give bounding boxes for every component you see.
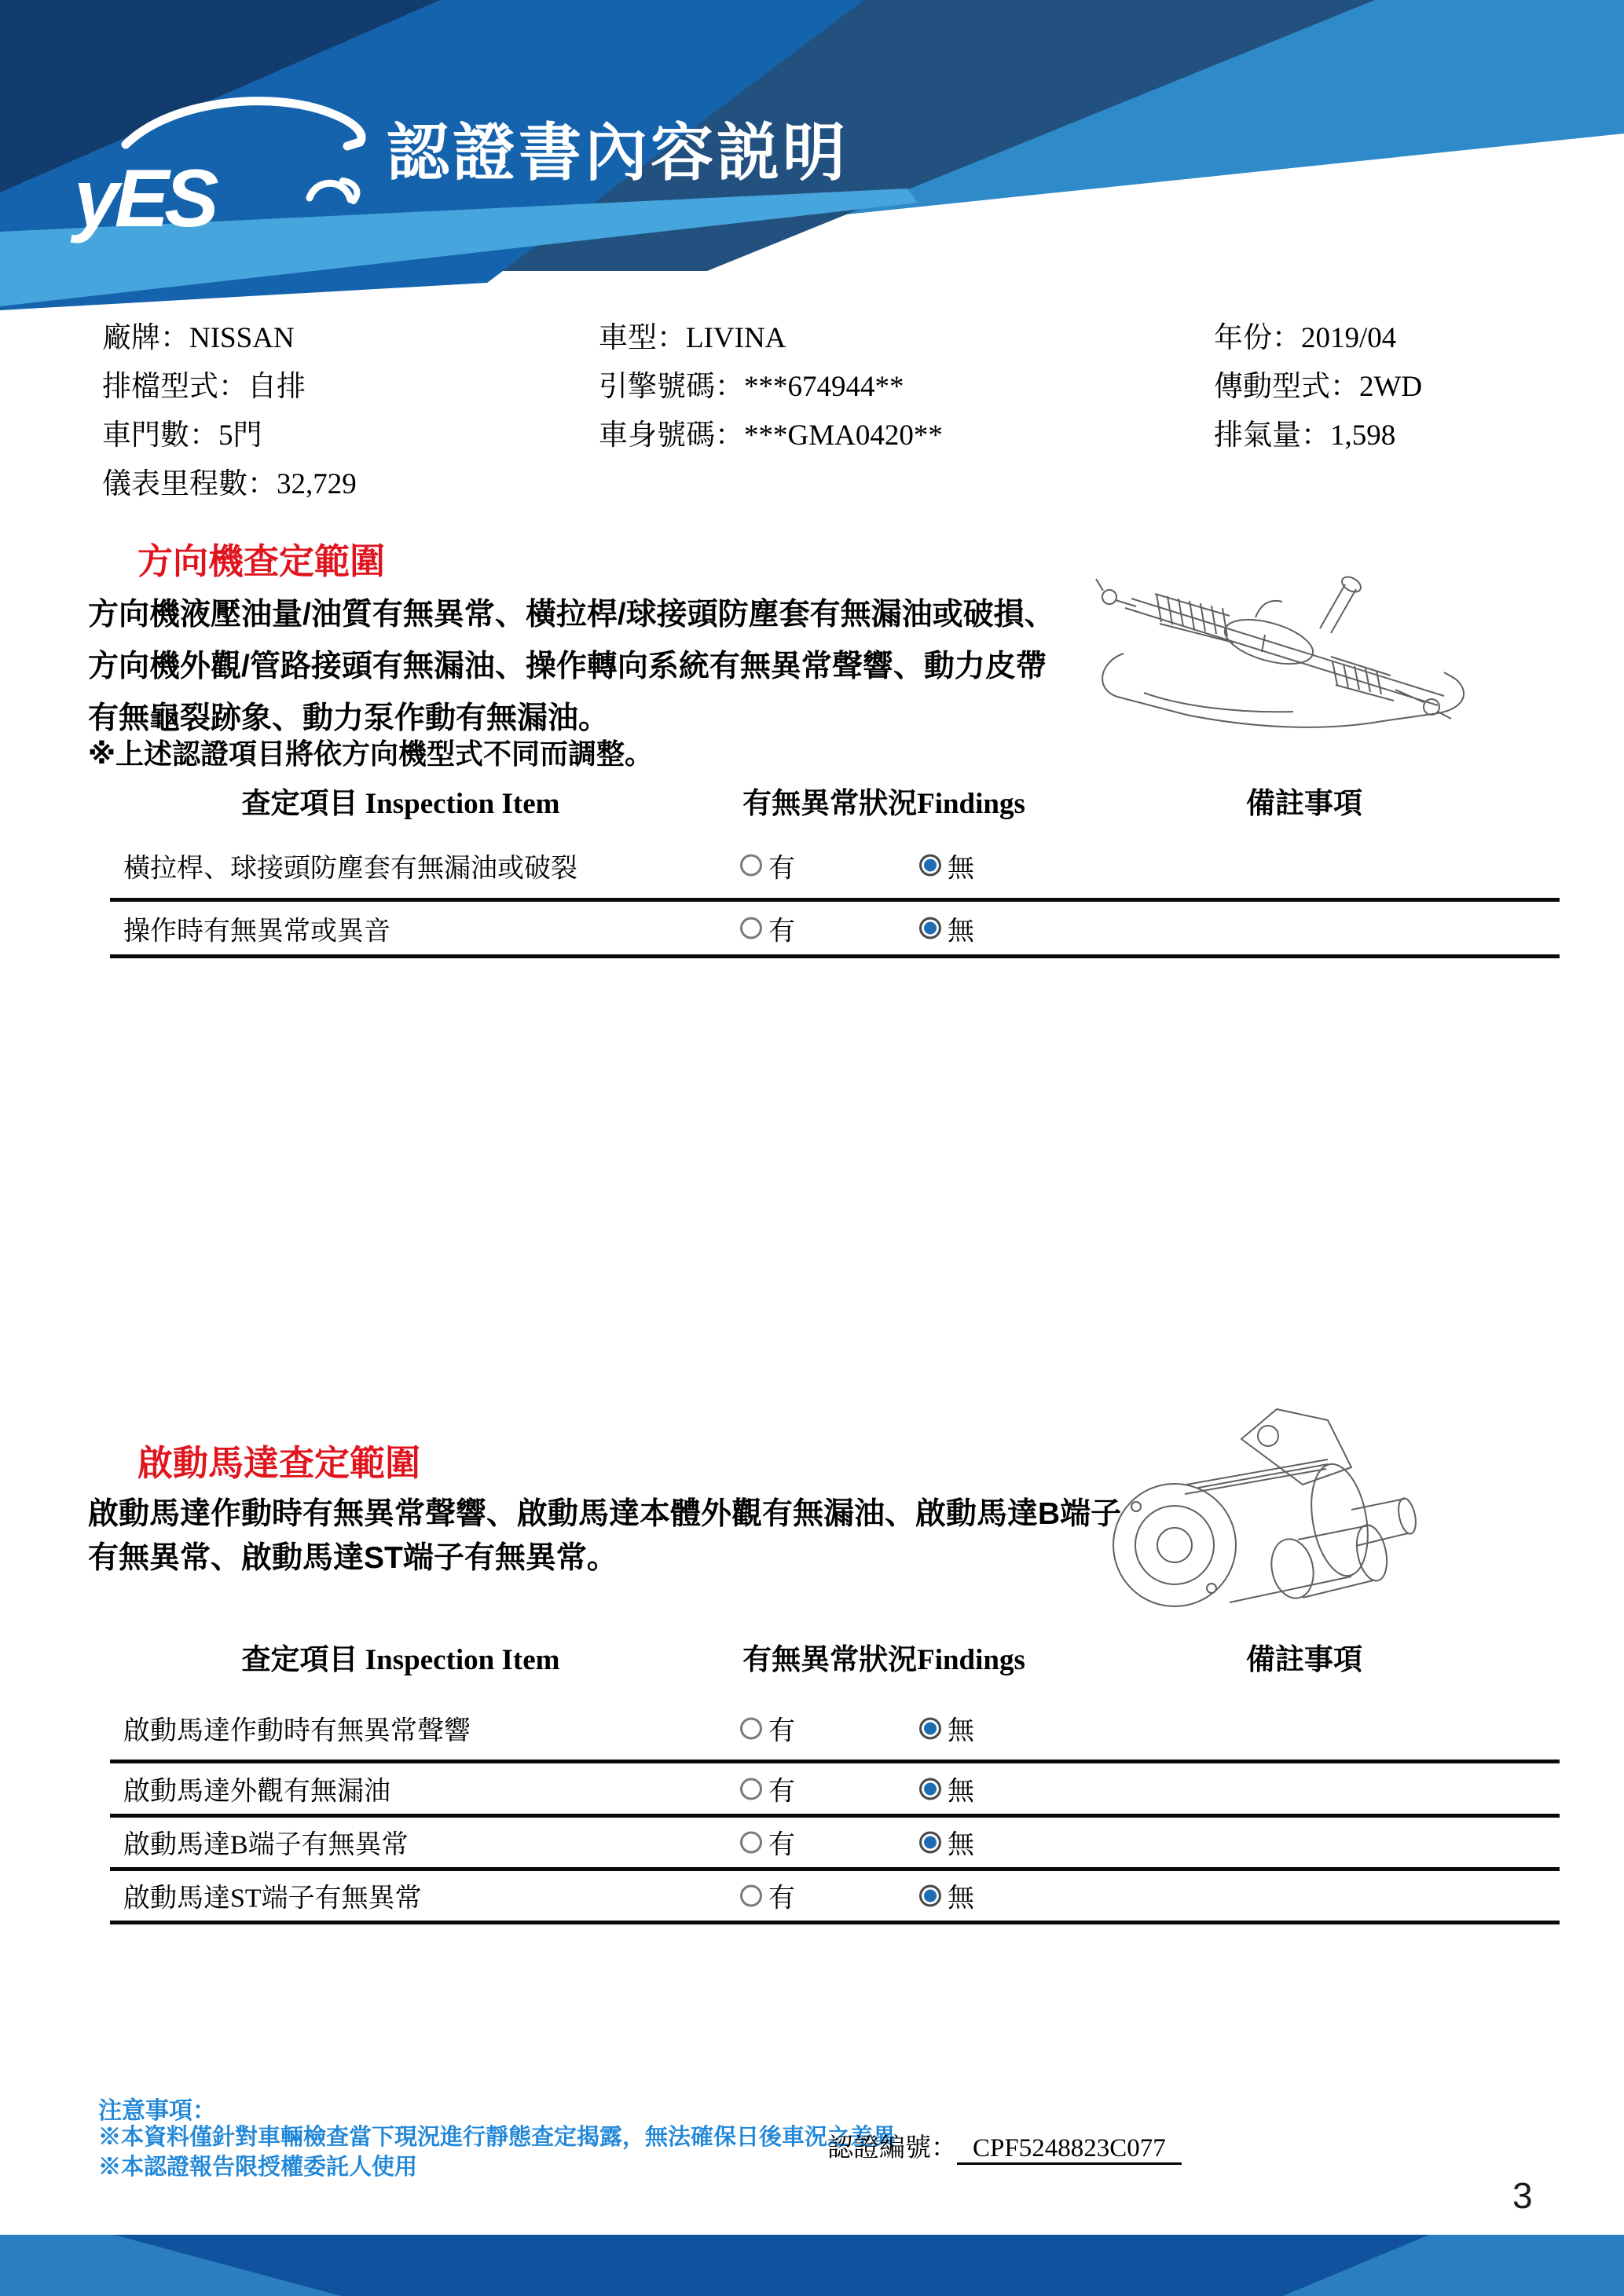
table-row	[110, 1697, 1560, 1763]
col-inspection-item: 查定項目 Inspection Item	[241, 1644, 560, 1676]
inspection-item: 啟動馬達作動時有無異常聲響	[123, 1716, 471, 1746]
col-remarks: 備註事項	[1246, 788, 1362, 820]
page-title: 認證書內容説明	[387, 118, 849, 188]
table-row	[110, 1817, 1560, 1871]
desc-line: 方向機液壓油量/油質有無異常、橫拉桿/球接頭防塵套有無漏油或破損、	[88, 598, 1055, 632]
vehicle-info-col1	[102, 314, 357, 509]
radio-yes[interactable]	[740, 1717, 762, 1739]
info-engine-no: 引擎號碼：***674944**	[599, 371, 904, 403]
desc-line: 有無龜裂跡象、動力泵作動有無漏油。	[88, 701, 610, 735]
inspection-item: 啟動馬達外觀有無漏油	[123, 1777, 390, 1807]
yes-logo	[71, 86, 385, 275]
radio-yes[interactable]	[740, 1778, 762, 1800]
certificate-number-label: 認證編號：	[827, 2134, 957, 2162]
radio-no-label: 無	[948, 917, 974, 946]
steering-rack-illustration	[1069, 559, 1485, 760]
radio-no-label: 無	[948, 1716, 974, 1746]
info-drivetrain: 傳動型式：2WD	[1214, 371, 1423, 403]
radio-yes[interactable]	[740, 917, 762, 939]
col-remarks: 備註事項	[1246, 1644, 1362, 1676]
radio-no-label: 無	[948, 854, 974, 883]
info-transmission-type: 排檔型式：自排	[102, 371, 306, 403]
radio-no[interactable]	[919, 1831, 941, 1853]
radio-no[interactable]	[919, 1884, 941, 1906]
desc-line: 方向機外觀/管路接頭有無漏油、操作轉向系統有無異常聲響、動力皮帶	[88, 650, 1047, 683]
desc-line: 啟動馬達作動時有無異常聲響、啟動馬達本體外觀有無漏油、啟動馬達B端子	[88, 1497, 1122, 1531]
table-row	[110, 833, 1560, 902]
vehicle-info-col2	[599, 314, 943, 460]
notice-line-2: ※本認證報告限授權委託人使用	[98, 2155, 418, 2180]
notice-line-1: ※本資料僅針對車輛檢查當下現況進行靜態查定揭露，無法確保日後車況之差異	[98, 2125, 896, 2150]
inspection-item: 操作時有無異常或異音	[123, 917, 390, 946]
col-findings: 有無異常狀況Findings	[742, 1644, 1025, 1676]
table-row	[110, 1763, 1560, 1818]
radio-no-label: 無	[948, 1777, 974, 1807]
info-brand: 廠牌：NISSAN	[102, 322, 295, 354]
logo-text: yES	[74, 153, 214, 244]
radio-yes-label: 有	[768, 1777, 795, 1807]
notice-title: 注意事項：	[98, 2098, 216, 2124]
info-vin: 車身號碼：***GMA0420**	[599, 419, 943, 452]
starter-motor-illustration	[1092, 1392, 1442, 1631]
info-displacement: 排氣量：1,598	[1214, 419, 1396, 452]
section-steering-title: 方向機查定範圍	[137, 541, 386, 581]
inspection-item: 啟動馬達B端子有無異常	[123, 1830, 409, 1860]
inspection-item: 啟動馬達ST端子有無異常	[123, 1884, 422, 1913]
vehicle-info-col3	[1214, 314, 1422, 460]
table-row	[110, 1870, 1560, 1924]
info-year: 年份：2019/04	[1214, 322, 1397, 354]
info-doors: 車門數：5門	[102, 419, 262, 452]
desc-line: 有無異常、啟動馬達ST端子有無異常。	[88, 1541, 618, 1575]
section-starter-title: 啟動馬達查定範圍	[137, 1443, 421, 1483]
section-starter-description	[88, 1492, 1121, 1580]
info-odometer: 儀表里程數：32,729	[102, 468, 357, 500]
radio-yes[interactable]	[740, 1884, 762, 1906]
page-header	[0, 0, 1624, 310]
table-row	[110, 902, 1560, 958]
radio-yes-label: 有	[768, 1716, 795, 1746]
table1-header	[0, 779, 1624, 820]
radio-no-label: 無	[948, 1884, 974, 1913]
radio-no[interactable]	[919, 855, 941, 877]
inspection-item: 橫拉桿、球接頭防塵套有無漏油或破裂	[123, 854, 577, 883]
radio-yes-label: 有	[768, 854, 795, 883]
info-model: 車型：LIVINA	[599, 322, 786, 354]
radio-yes-label: 有	[768, 1884, 795, 1913]
certificate-number-value: CPF5248823C077	[957, 2134, 1182, 2165]
col-findings: 有無異常狀況Findings	[742, 788, 1025, 820]
section-steering-description	[88, 589, 1055, 745]
col-inspection-item: 查定項目 Inspection Item	[241, 788, 560, 820]
radio-no[interactable]	[919, 1717, 941, 1739]
radio-yes-label: 有	[768, 1830, 795, 1860]
radio-no-label: 無	[948, 1830, 974, 1860]
radio-yes[interactable]	[740, 1831, 762, 1853]
radio-yes[interactable]	[740, 855, 762, 877]
certificate-number	[827, 2127, 1182, 2164]
radio-no[interactable]	[919, 917, 941, 939]
page-number: 3	[1512, 2175, 1533, 2216]
radio-no[interactable]	[919, 1778, 941, 1800]
footer-band	[0, 2235, 1624, 2296]
section-steering-note: ※上述認證項目將依方向機型式不同而調整。	[88, 738, 653, 770]
radio-yes-label: 有	[768, 917, 795, 946]
table2-header	[0, 1635, 1624, 1676]
